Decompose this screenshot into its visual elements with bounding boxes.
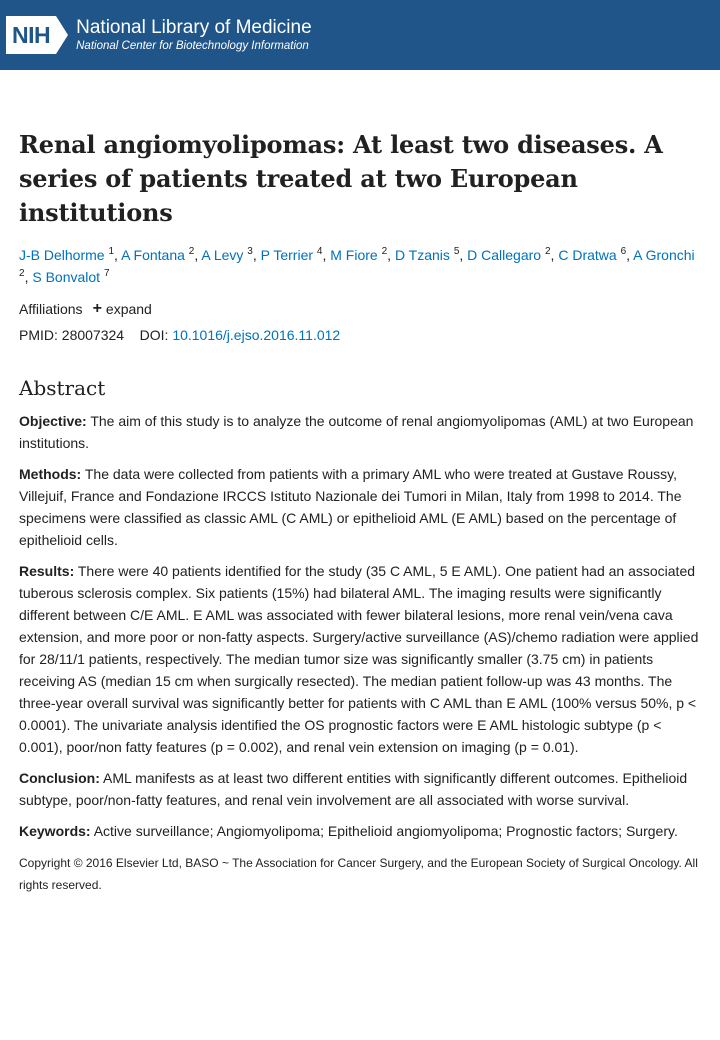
abstract-section-label: Objective: bbox=[19, 413, 87, 429]
site-header bbox=[0, 0, 720, 70]
author-link[interactable]: A Fontana bbox=[121, 247, 185, 263]
affiliation-number[interactable]: 3 bbox=[247, 246, 253, 257]
abstract-section-text: The data were collected from patients with a primary AML who were treated at Gustave Roussy, Villejuif, France and Fondazione IRCCS Istituto Nazionale dei Tumori in Milan, Italy from 1998 to 2014. The specimens were classified as classic AML (C AML) or epithelioid AML (E AML) based on the percentage of epithelioid cells. bbox=[19, 466, 682, 548]
author-link[interactable]: A Gronchi bbox=[633, 247, 695, 263]
abstract-body bbox=[19, 410, 701, 842]
author-separator: , bbox=[459, 247, 468, 263]
author-link[interactable]: J-B Delhorme bbox=[19, 247, 105, 263]
doi-label: DOI: bbox=[139, 327, 169, 343]
nih-logo-text: NIH bbox=[12, 21, 51, 48]
expand-label: expand bbox=[105, 301, 152, 317]
author-link[interactable]: M Fiore bbox=[330, 247, 378, 263]
pmid: PMID: 28007324 bbox=[19, 327, 125, 343]
article-title: Renal angiomyolipomas: At least two diseases. A series of patients treated at two European institutions bbox=[19, 130, 663, 227]
affiliation-number[interactable]: 2 bbox=[188, 246, 195, 257]
abstract-section bbox=[19, 820, 701, 842]
author-separator: , bbox=[194, 247, 202, 263]
copyright-notice: Copyright © 2016 Elsevier Ltd, BASO ~ The Association for Cancer Surgery, and the European Society of Surgical Oncology. All rights reserved. bbox=[19, 856, 698, 892]
author-link[interactable]: S Bonvalot bbox=[32, 269, 101, 285]
affiliation-number[interactable]: 6 bbox=[620, 246, 627, 257]
affiliations-row bbox=[19, 298, 701, 320]
affiliation-number[interactable]: 7 bbox=[103, 268, 110, 279]
affiliation-number[interactable]: 1 bbox=[108, 246, 115, 257]
author-link[interactable]: D Callegaro bbox=[467, 247, 542, 263]
nih-logo-arrow bbox=[56, 16, 68, 54]
author-separator: , bbox=[252, 247, 261, 263]
abstract-section-label: Results: bbox=[19, 563, 75, 579]
author-separator: , bbox=[626, 247, 634, 263]
author-link[interactable]: A Levy bbox=[201, 247, 244, 263]
doi-link[interactable]: 10.1016/j.ejso.2016.11.012 bbox=[172, 327, 341, 343]
expand-affiliations-button[interactable] bbox=[93, 298, 152, 320]
abstract-section bbox=[19, 560, 701, 758]
abstract-section-text: Active surveillance; Angiomyolipoma; Epithelioid angiomyolipoma; Prognostic factors; Surgery. bbox=[93, 823, 678, 839]
abstract-section-label: Keywords: bbox=[19, 823, 91, 839]
abstract-section-text: The aim of this study is to analyze the outcome of renal angiomyolipomas (AML) at two European institutions. bbox=[19, 413, 694, 451]
article-identifiers bbox=[19, 324, 701, 346]
author-separator: , bbox=[387, 247, 395, 263]
nih-logo[interactable] bbox=[6, 15, 312, 55]
article-title-wrap bbox=[19, 128, 701, 230]
abstract-section bbox=[19, 767, 701, 811]
nih-logo-wordmark bbox=[76, 17, 312, 53]
author-list bbox=[19, 244, 701, 288]
author-separator: , bbox=[550, 247, 559, 263]
abstract-section-text: AML manifests as at least two different entities with significantly different outcomes. Epithelioid subtype, poor/non-fatty features, and renal vein involvement are all associated with worse survival. bbox=[19, 770, 688, 808]
plus-icon: + bbox=[92, 300, 102, 317]
abstract-section bbox=[19, 463, 701, 551]
abstract-heading: Abstract bbox=[19, 376, 106, 400]
affiliation-number[interactable]: 2 bbox=[381, 246, 388, 257]
abstract-section-text: There were 40 patients identified for the study (35 C AML, 5 E AML). One patient had an associated tuberous sclerosis complex. Six patients (15%) had bilateral AML. The imaging results were significantly different between C/E AML. E AML was associated with fewer bilateral lesions, more renal vein/vena cava extension, and more poor or non-fatty aspects. Surgery/active surveillance (AS)/chemo radiation were applied for 28/11/1 patients, respectively. The median tumor size was significantly smaller (3.75 cm) in patients receiving AS (median 15 cm when surgically resected). The median patient follow-up was 43 months. The three-year overall survival was significantly better for patients with C AML than E AML (100% versus 50%, p < 0.0001). The univariate analysis identified the OS prognostic factors were E AML histologic subtype (p < 0.001), poor/non fatty features (p = 0.002), and renal vein extension on imaging (p = 0.01). bbox=[19, 563, 699, 755]
affiliation-number[interactable]: 2 bbox=[19, 268, 25, 279]
author-link[interactable]: P Terrier bbox=[260, 247, 314, 263]
abstract-section-label: Methods: bbox=[19, 466, 82, 482]
author-link[interactable]: D Tzanis bbox=[394, 247, 450, 263]
article-content bbox=[0, 128, 720, 896]
site-subtitle: National Center for Biotechnology Information bbox=[76, 40, 309, 52]
author-separator: , bbox=[24, 269, 33, 285]
site-title: National Library of Medicine bbox=[76, 17, 312, 38]
author-separator: , bbox=[114, 247, 122, 263]
author-separator: , bbox=[322, 247, 331, 263]
abstract-section-label: Conclusion: bbox=[19, 770, 100, 786]
author-link[interactable]: C Dratwa bbox=[558, 247, 617, 263]
affiliation-number[interactable]: 5 bbox=[453, 246, 460, 257]
abstract-section bbox=[19, 410, 701, 454]
affiliation-number[interactable]: 4 bbox=[316, 246, 323, 257]
affiliation-number[interactable]: 2 bbox=[544, 246, 551, 257]
nih-logo-badge bbox=[6, 16, 56, 54]
affiliations-label: Affiliations bbox=[19, 301, 83, 317]
